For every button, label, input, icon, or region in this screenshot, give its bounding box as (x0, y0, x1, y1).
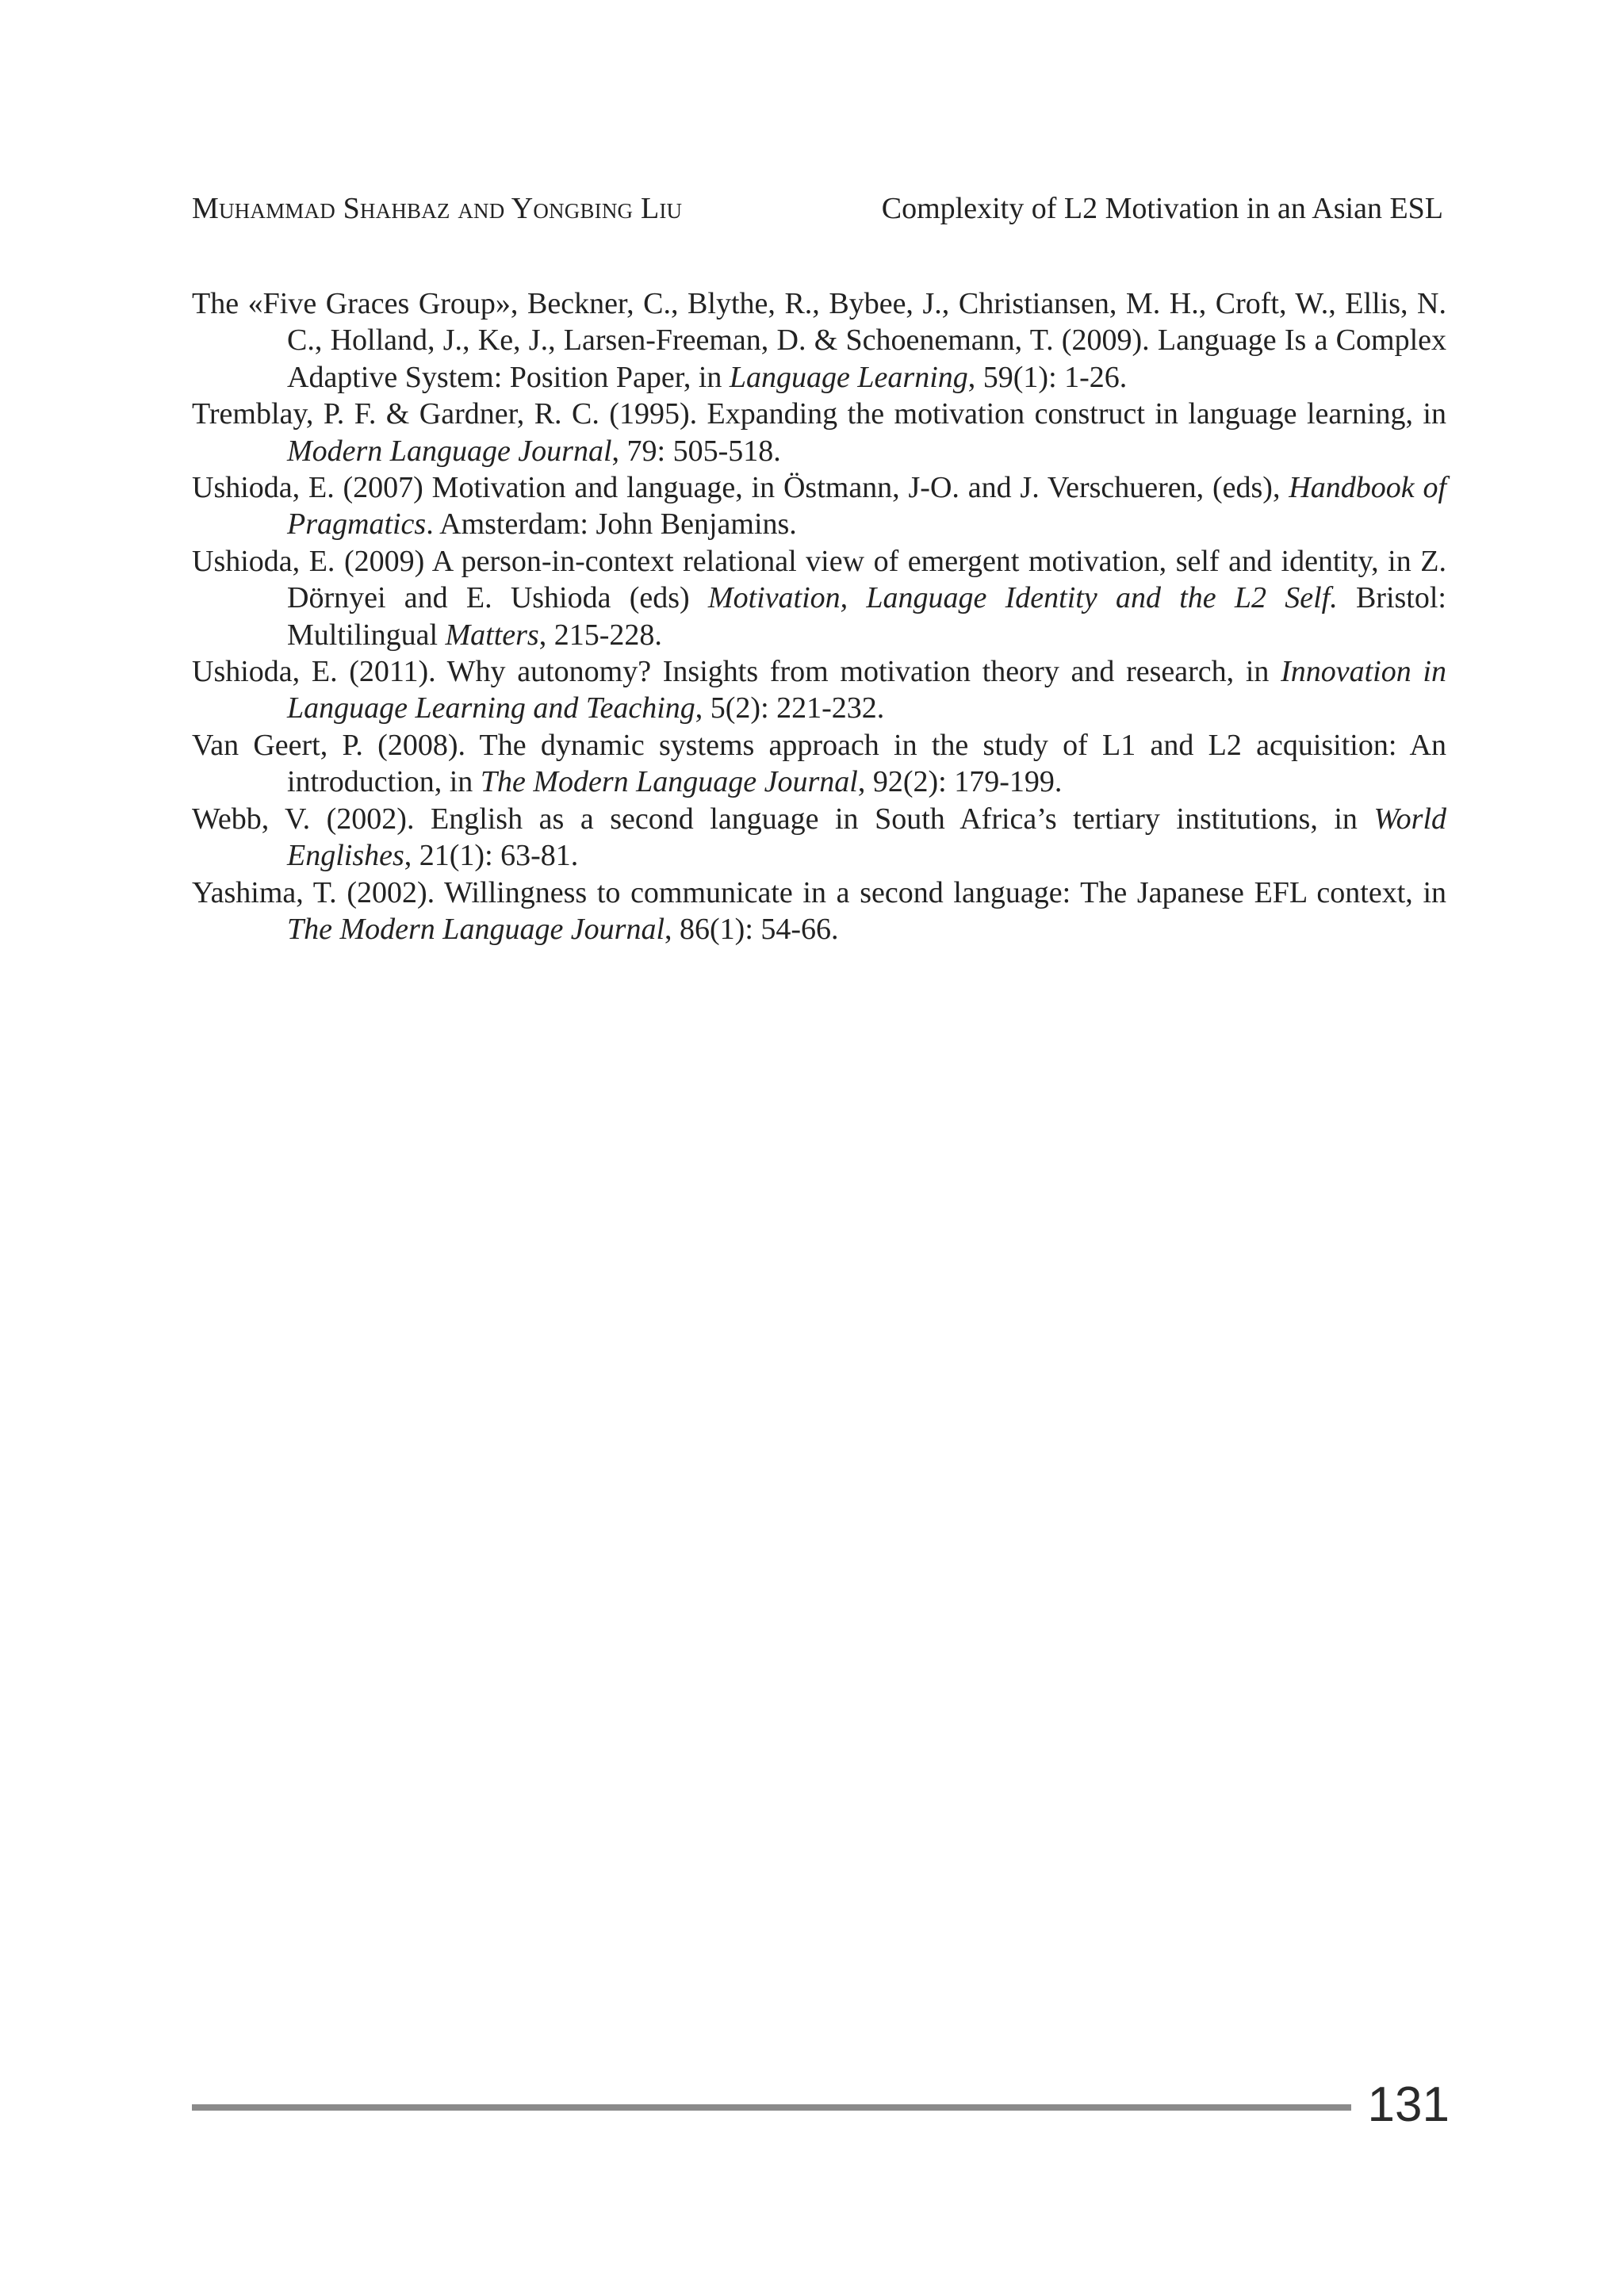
reference-book: Motivation, Language Identity and the L2 Self. (707, 581, 1338, 615)
reference-journal: The Modern Language Journal (287, 912, 665, 946)
reference-journal: Modern Language Journal (287, 434, 612, 468)
reference-text: Ushioda, E. (2011). Why autonomy? Insights from motivation theory and research, in (192, 655, 1281, 689)
header-title: Complexity of L2 Motivation in an Asian ESL (881, 192, 1443, 225)
reference-details: , 5(2): 221-232. (695, 691, 885, 725)
reference-details: , 215-228. (538, 618, 662, 652)
reference-text: Tremblay, P. F. & Gardner, R. C. (1995). Expanding the motivation construct in language learning, in (192, 397, 1446, 431)
reference-journal: World Englishes (287, 802, 1446, 873)
page-number: 131 (1367, 2077, 1450, 2132)
reference-text: Webb, V. (2002). English as a second language in South Africa’s tertiary institutions, in (192, 802, 1374, 836)
reference-journal: Innovation in Language Learning and Teaching (287, 655, 1446, 725)
reference-text: Ushioda, E. (2007) Motivation and language, in Östmann, J-O. and J. Verschueren, (eds), (192, 471, 1289, 505)
reference-details: , 86(1): 54-66. (665, 912, 839, 946)
reference-entry (192, 727, 1446, 801)
reference-entry (192, 285, 1446, 396)
reference-details: , 21(1): 63-81. (404, 839, 579, 873)
reference-entry (192, 543, 1446, 653)
reference-journal: The Modern Language Journal (480, 765, 858, 799)
footer-rule (192, 2104, 1351, 2111)
reference-entry (192, 653, 1446, 727)
reference-text: Yashima, T. (2002). Willingness to communicate in a second language: The Japanese EFL context, in (192, 875, 1446, 909)
reference-text: Ushioda, E. (2009) A person-in-context relational view of emergent motivation, self and identity, in Z. Dörnyei and E. Ushioda (eds) (192, 544, 1446, 615)
reference-entry (192, 875, 1446, 948)
reference-details: . Amsterdam: John Benjamins. (426, 507, 797, 542)
reference-list (192, 285, 1446, 947)
reference-entry (192, 801, 1446, 875)
reference-details: , 92(2): 179-199. (857, 765, 1063, 799)
header-authors: Muhammad Shahbaz and Yongbing Liu (192, 192, 683, 225)
reference-details: , 79: 505-518. (611, 434, 781, 468)
reference-details: , 59(1): 1-26. (967, 360, 1128, 394)
reference-entry (192, 469, 1446, 543)
running-header (192, 189, 1443, 228)
reference-text: The «Five Graces Group», Beckner, C., Blythe, R., Bybee, J., Christiansen, M. H., Croft, W., Ellis, N. C., Holland, J., Ke, J., Larsen-Freeman, D. & Schoenemann, T. (2009). Language Is a Complex Adaptive System: Position Paper, in (192, 287, 1446, 394)
reference-text: Van Geert, P. (2008). The dynamic systems approach in the study of L1 and L2 acquisition: An introduction, in (192, 728, 1446, 799)
reference-publisher-italic: Matters (445, 618, 539, 652)
reference-publisher: Bristol: Multilingual (287, 581, 1446, 652)
reference-book: Handbook of Pragmatics (287, 471, 1446, 542)
reference-journal: Language Learning (729, 360, 968, 394)
reference-entry (192, 396, 1446, 469)
